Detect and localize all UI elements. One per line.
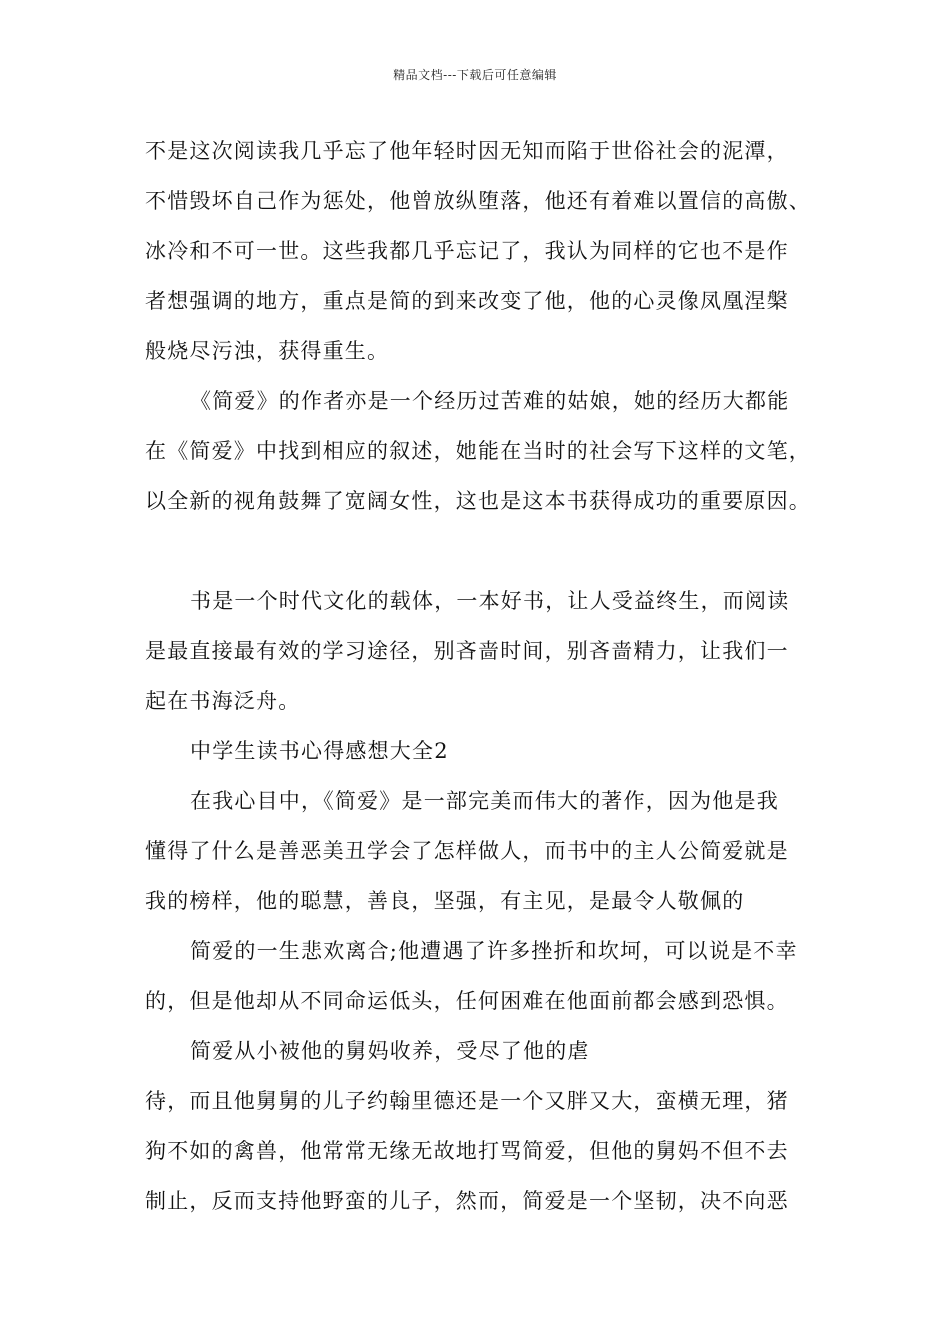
text-line: 懂得了什么是善恶美丑学会了怎样做人，而书中的主人公简爱就是 [145, 839, 789, 863]
text-line: 我的榜样，他的聪慧，善良，坚强，有主见，是最令人敬佩的 [145, 889, 745, 913]
text-line: 是最直接最有效的学习途径，别吝啬时间，别吝啬精力，让我们一 [145, 639, 789, 663]
text-line: 般烧尽污浊，获得重生。 [145, 339, 390, 363]
text-line: 简爱的一生悲欢离合;他遭遇了许多挫折和坎坷，可以说是不幸 [190, 939, 798, 963]
text-line: 《简爱》的作者亦是一个经历过苦难的姑娘，她的经历大都能 [190, 389, 790, 413]
text-line: 的，但是他却从不同命运低头，任何困难在他面前都会感到恐惧。 [145, 989, 789, 1013]
section-heading: 中学生读书心得感想大全2 [190, 739, 449, 763]
text-line: 在我心目中，《简爱》是一部完美而伟大的著作，因为他是我 [190, 789, 779, 813]
text-line: 待，而且他舅舅的儿子约翰里德还是一个又胖又大，蛮横无理，猪 [145, 1089, 789, 1113]
text-line: 冰冷和不可一世。这些我都几乎忘记了，我认为同样的它也不是作 [145, 239, 789, 263]
text-line: 起在书海泛舟。 [145, 689, 301, 713]
text-line: 以全新的视角鼓舞了宽阔女性，这也是这本书获得成功的重要原因。 [145, 489, 811, 513]
page-header: 精品文档---下载后可任意编辑 [393, 68, 557, 82]
text-line: 简爱从小被他的舅妈收养，受尽了他的虐 [190, 1039, 590, 1063]
text-line: 书是一个时代文化的载体，一本好书，让人受益终生，而阅读 [190, 589, 790, 613]
text-line: 不惜毁坏自己作为惩处，他曾放纵堕落，他还有着难以置信的高傲、 [145, 189, 811, 213]
text-line: 在《简爱》中找到相应的叙述，她能在当时的社会写下这样的文笔， [145, 439, 811, 463]
text-line: 狗不如的禽兽，他常常无缘无故地打骂简爱，但他的舅妈不但不去 [145, 1139, 789, 1163]
text-line: 制止，反而支持他野蛮的儿子，然而，简爱是一个坚韧，决不向恶 [145, 1189, 789, 1213]
text-line: 不是这次阅读我几乎忘了他年轻时因无知而陷于世俗社会的泥潭， [145, 139, 789, 163]
text-line: 者想强调的地方，重点是简的到来改变了他，他的心灵像凤凰涅槃 [145, 289, 789, 313]
